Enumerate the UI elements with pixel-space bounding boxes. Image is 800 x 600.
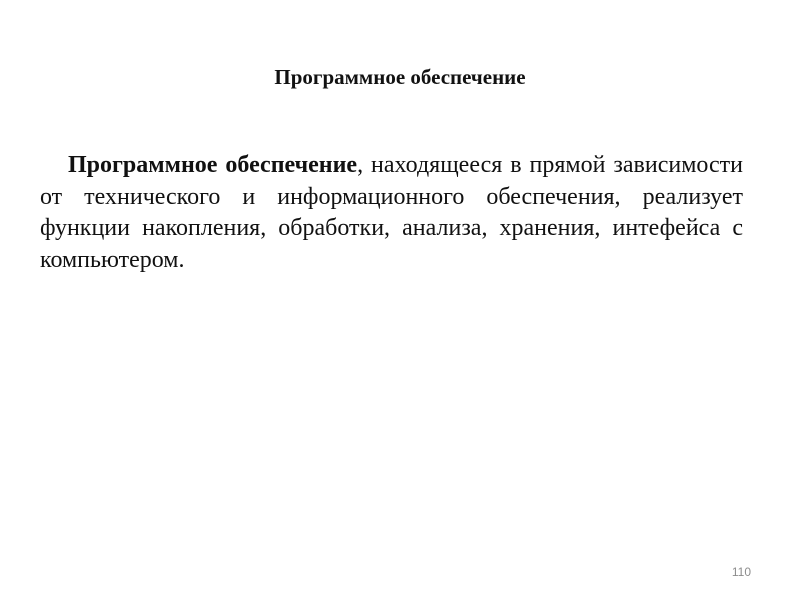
body-paragraph — [40, 150, 743, 276]
paragraph-lead-term: Программное обеспечение — [68, 152, 358, 178]
page-number: 110 — [731, 565, 751, 579]
paragraph-text: , находящееся в прямой зависимости от технического и информационного обеспечения, реализует функции накопления, обработки, анализа, хранения, интефейса с компьютером. — [40, 152, 743, 273]
slide-title: Программное обеспечение — [274, 65, 526, 89]
